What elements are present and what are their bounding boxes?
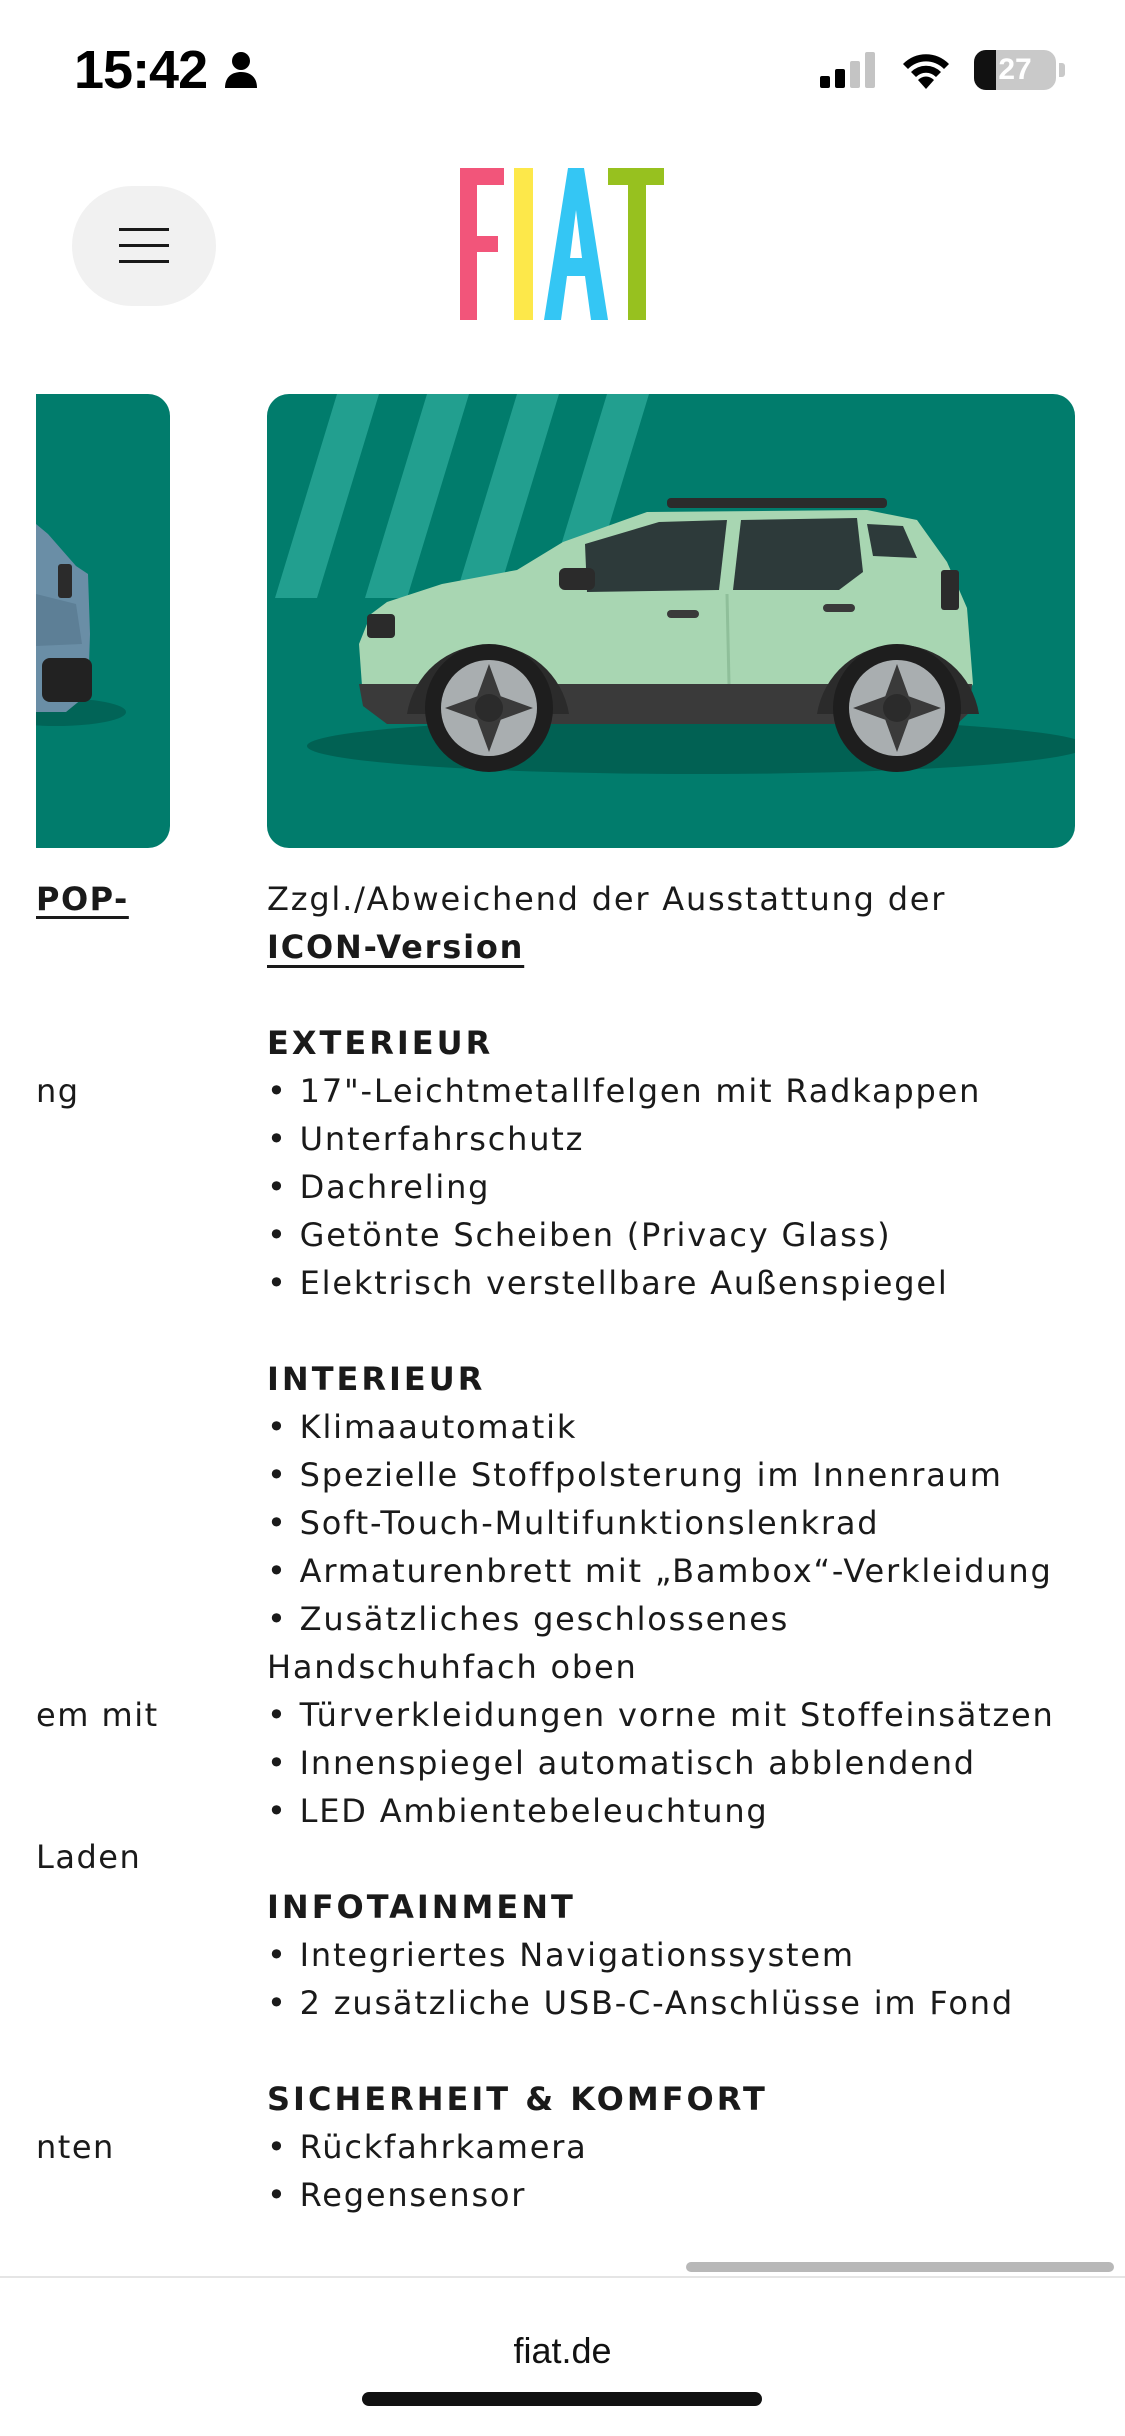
car-image — [267, 394, 1075, 848]
feature-item: • Elektrisch verstellbare Außenspiegel — [267, 1259, 1067, 1307]
feature-item: • Rückfahrkamera — [267, 2123, 1067, 2171]
intro-paragraph — [267, 875, 1067, 971]
intro-text: Zzgl./Abweichend der Ausstattung der — [267, 880, 947, 918]
section-infotainment — [267, 1883, 1067, 2027]
feature-item: • 17"-Leichtmetallfelgen mit Radkappen — [267, 1067, 1067, 1115]
feature-item: • Dachreling — [267, 1163, 1067, 1211]
section-title: INTERIEUR — [267, 1360, 486, 1398]
section-title: INFOTAINMENT — [267, 1888, 576, 1926]
feature-item: • 2 zusätzliche USB-C-Anschlüsse im Fond — [267, 1979, 1067, 2027]
cellular-signal-icon — [820, 52, 878, 88]
battery-fill — [974, 50, 996, 90]
feature-item: • Türverkleidungen vorne mit Stoffeinsätzen — [267, 1691, 1067, 1739]
status-right — [820, 50, 1065, 90]
horizontal-scrollbar[interactable] — [686, 2262, 1114, 2272]
equipment-description — [267, 875, 1067, 2267]
left-column-fragment: Laden — [36, 1838, 142, 1876]
feature-item: • Integriertes Navigationssystem — [267, 1931, 1067, 1979]
section-sicherheit-komfort — [267, 2075, 1067, 2219]
car-card-previous[interactable] — [36, 394, 170, 848]
person-icon — [223, 50, 259, 90]
feature-item: • Regensensor — [267, 2171, 1067, 2219]
battery-icon — [974, 50, 1065, 90]
fiat-logo[interactable] — [458, 164, 666, 324]
left-column-fragment: ng — [36, 1072, 80, 1110]
section-title: EXTERIEUR — [267, 1024, 494, 1062]
url-text[interactable]: fiat.de — [513, 2330, 612, 2371]
icon-version-link[interactable]: ICON-Version — [267, 928, 525, 966]
wifi-icon — [900, 51, 952, 89]
feature-item: • Innenspiegel automatisch abblendend — [267, 1739, 1067, 1787]
menu-button[interactable] — [72, 186, 216, 306]
feature-item: • Armaturenbrett mit „Bambox“-Verkleidung — [267, 1547, 1067, 1595]
battery-body — [974, 50, 1056, 90]
left-column-link[interactable]: POP- — [36, 880, 129, 918]
left-column-fragment: nten — [36, 2128, 115, 2166]
browser-address-bar[interactable] — [0, 2276, 1125, 2436]
feature-item: • Soft-Touch-Multifunktionslenkrad — [267, 1499, 1067, 1547]
feature-item: • LED Ambientebeleuchtung — [267, 1787, 1067, 1835]
feature-item: • Spezielle Stoffpolsterung im Innenraum — [267, 1451, 1067, 1499]
battery-cap — [1059, 63, 1065, 77]
car-card[interactable] — [267, 394, 1075, 848]
feature-item: • Zusätzliches geschlossenes Handschuhfach oben — [267, 1595, 1067, 1691]
section-title: SICHERHEIT & KOMFORT — [267, 2080, 768, 2118]
car-image-blue — [36, 394, 170, 848]
status-bar — [0, 0, 1125, 140]
hamburger-menu-icon — [119, 226, 169, 266]
battery-level: 27 — [998, 53, 1032, 86]
home-indicator[interactable] — [362, 2392, 762, 2406]
status-time: 15:42 — [74, 40, 208, 100]
section-interieur — [267, 1355, 1067, 1835]
section-exterieur — [267, 1019, 1067, 1307]
feature-item: • Getönte Scheiben (Privacy Glass) — [267, 1211, 1067, 1259]
status-left — [74, 39, 259, 101]
feature-item: • Klimaautomatik — [267, 1403, 1067, 1451]
left-column-fragment: em mit — [36, 1696, 159, 1734]
feature-item: • Unterfahrschutz — [267, 1115, 1067, 1163]
